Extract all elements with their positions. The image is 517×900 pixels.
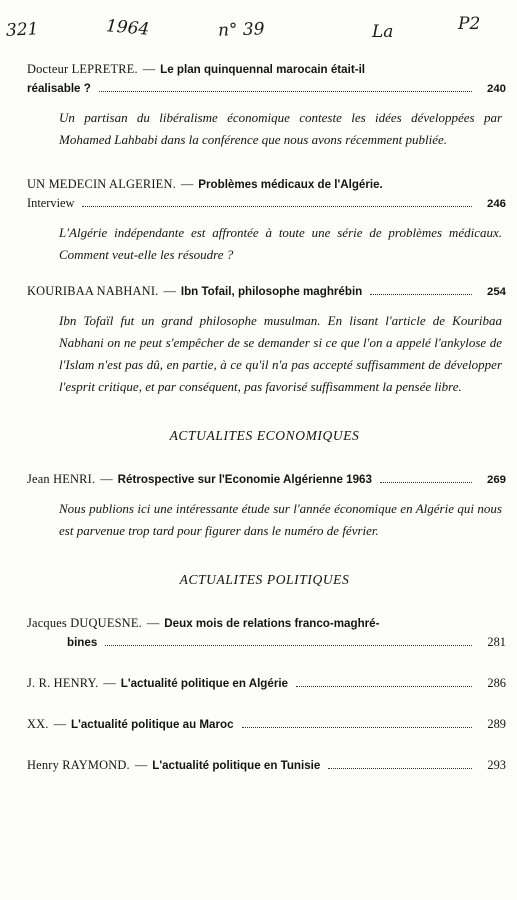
entry-title: Le plan quinquennal marocain était-il bbox=[160, 63, 366, 76]
entry-title: L'actualité politique en Tunisie bbox=[152, 759, 321, 772]
annotation-year: 1964 bbox=[105, 16, 151, 40]
toc-entry bbox=[27, 60, 506, 151]
entry-title: Ibn Tofail, philosophe maghrébin bbox=[180, 285, 363, 298]
entry-title-continued: réalisable ? bbox=[27, 82, 91, 95]
entry-page: 286 bbox=[487, 676, 506, 690]
entry-page: 246 bbox=[486, 198, 506, 210]
entry-title-continued: Interview bbox=[27, 196, 75, 210]
entry-page: 269 bbox=[486, 474, 506, 486]
dot-leader bbox=[105, 645, 472, 646]
annotation-la: La bbox=[372, 22, 394, 42]
entry-dash: — bbox=[163, 284, 176, 298]
entry-description: Ibn Tofaïl fut un grand philosophe musulman. En lisant l'article de Kouribaa Nabhani on ne peut s'empêcher de se demander si ce que l'on a appelé l'ankylose de l'Islam n'est pas dû, en partie, à ce qu'il n'a pas accepté suffisamment de développer l'esprit critique, et par conséquent, pas favorisé suffisamment la pensée libre. bbox=[59, 313, 502, 394]
entry-author: Docteur LEPRETRE. bbox=[27, 62, 138, 76]
entry-author: Henry RAYMOND. bbox=[27, 758, 130, 772]
entry-page: 254 bbox=[486, 286, 506, 298]
entry-description: L'Algérie indépendante est affrontée à toute une série de problèmes médicaux. Comment veut-elle les résoudre ? bbox=[59, 225, 502, 262]
entry-author: J. R. HENRY. bbox=[27, 676, 99, 690]
entry-author: XX. bbox=[27, 717, 49, 731]
entry-page: 281 bbox=[487, 635, 506, 649]
entry-title: L'actualité politique au Maroc bbox=[71, 718, 234, 731]
dot-leader bbox=[296, 686, 472, 687]
annotation-issue: n° 39 bbox=[217, 19, 265, 41]
entry-title-continued: bines bbox=[67, 636, 98, 649]
toc-entry bbox=[27, 715, 506, 734]
entry-page: 240 bbox=[486, 83, 506, 95]
entry-author: KOURIBAA NABHANI. bbox=[27, 284, 159, 298]
section-heading-political: ACTUALITES POLITIQUES bbox=[179, 572, 350, 587]
dot-leader bbox=[242, 727, 472, 728]
entry-page: 293 bbox=[487, 758, 506, 772]
entry-dash: — bbox=[53, 717, 66, 731]
dot-leader bbox=[370, 294, 472, 295]
entry-title: Problèmes médicaux de l'Algérie. bbox=[198, 178, 383, 191]
annotation-p2: P2 bbox=[458, 14, 481, 34]
toc-entry bbox=[27, 674, 506, 693]
entry-title: Rétrospective sur l'Economie Algérienne 1963 bbox=[117, 473, 372, 486]
entry-dash: — bbox=[103, 676, 116, 690]
toc-entry bbox=[27, 282, 506, 398]
dot-leader bbox=[82, 206, 472, 207]
entry-description: Nous publions ici une intéressante étude sur l'année économique en Algérie qui nous est parvenue trop tard pour figurer dans le numéro de février. bbox=[59, 501, 502, 538]
entry-dash: — bbox=[100, 472, 113, 486]
entry-author: Jacques DUQUESNE. bbox=[27, 616, 142, 630]
entry-author: Jean HENRI. bbox=[27, 472, 96, 486]
entry-page: 289 bbox=[487, 717, 506, 731]
handwritten-annotations bbox=[0, 14, 517, 54]
entry-dash: — bbox=[134, 758, 148, 772]
entry-title: Deux mois de relations franco-maghré- bbox=[164, 617, 380, 630]
toc-entry bbox=[27, 175, 506, 266]
entry-dash: — bbox=[180, 177, 194, 191]
dot-leader bbox=[99, 91, 472, 92]
annotation-number: 321 bbox=[5, 19, 39, 41]
entry-dash: — bbox=[146, 616, 160, 630]
entry-dash: — bbox=[142, 62, 156, 76]
entry-title: L'actualité politique en Algérie bbox=[120, 677, 289, 690]
entry-author: UN MEDECIN ALGERIEN. bbox=[27, 177, 176, 191]
table-of-contents bbox=[27, 60, 506, 789]
entry-description: Un partisan du libéralisme économique conteste les idées développées par Mohamed Lahbabi dans la conférence que nous avons récemment publiée. bbox=[59, 110, 502, 147]
section-heading-economic: ACTUALITES ECONOMIQUES bbox=[169, 428, 360, 443]
toc-entry bbox=[27, 470, 506, 542]
toc-entry bbox=[27, 756, 506, 775]
dot-leader bbox=[328, 768, 472, 769]
toc-entry bbox=[27, 614, 506, 652]
dot-leader bbox=[380, 482, 472, 483]
